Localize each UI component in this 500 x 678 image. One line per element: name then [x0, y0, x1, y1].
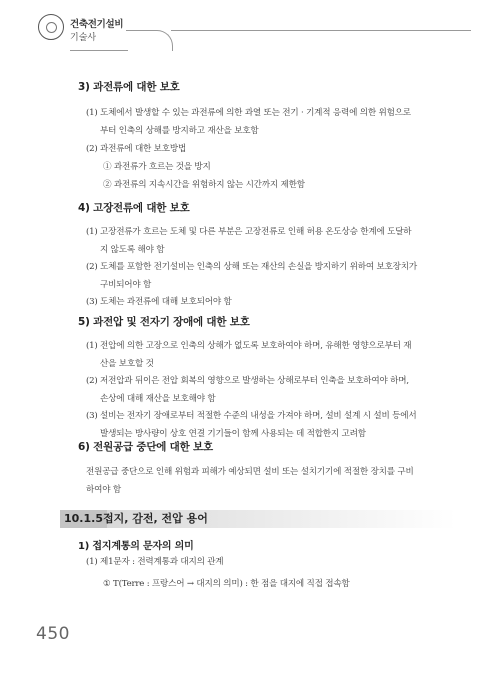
paragraph-line: 고장전류가 흐르는 도체 및 다른 부분은 고장전류로 인해 허용 온도상승 한계에 도달하 [100, 227, 412, 237]
paragraph-line: 지 않도록 해야 함 [100, 245, 165, 255]
paragraph-line: 구비되어야 함 [100, 280, 152, 290]
paragraph-5-1 [86, 337, 446, 373]
subsection-heading-grounding-letters: 1) 접지계통의 문자의 의미 [78, 541, 194, 552]
item-marker: (1) [86, 557, 98, 567]
paragraph-line: 설비는 전자기 장애로부터 적절한 수준의 내성을 가져야 하며, 설비 설계 시 설비 등에서 [100, 411, 417, 421]
paragraph-line: 전원공급 중단으로 인해 위험과 피해가 예상되면 설비 또는 설치기기에 적절한 장치를 구비 [86, 467, 414, 477]
section-heading-overvoltage-emi: 5) 과전압 및 전자기 장애에 대한 보호 [78, 316, 250, 328]
paragraph-line: 부터 인축의 상해를 방지하고 재산을 보호함 [100, 126, 259, 136]
book-logo-icon [38, 14, 64, 40]
section-number: 10.1.5 [60, 510, 107, 528]
item-marker: (1) [86, 227, 98, 237]
paragraph-3-1 [86, 104, 446, 140]
paragraph-line: 과전류에 대한 보호방법 [100, 144, 187, 154]
circle-item-terre: ① T(Terre : 프랑스어 → 대지의 의미) : 한 점을 대지에 직접 접속함 [103, 579, 350, 589]
paragraph-line: 도체는 과전류에 대해 보호되어야 함 [100, 297, 232, 307]
paragraph-4-2 [86, 258, 446, 294]
section-title: 접지, 감전, 전압 용어 [103, 512, 208, 525]
item-marker: (3) [86, 297, 98, 307]
paragraph-3-2 [86, 140, 446, 158]
paragraph-line: 손상에 대해 재산을 보호해야 함 [100, 394, 216, 404]
circle-item-3-2-1: ① 과전류가 흐르는 것을 방지 [103, 162, 211, 172]
section-heading-fault-current: 4) 고장전류에 대한 보호 [78, 202, 190, 214]
paragraph-6 [86, 463, 446, 499]
book-title: 건축전기설비 [70, 19, 124, 30]
paragraph-line: 저전압과 뒤이은 전압 회복의 영향으로 발생하는 상해로부터 인축을 보호하여야 하며, [100, 376, 409, 386]
item-marker: (1) [86, 108, 98, 118]
header-rule-right [171, 30, 471, 31]
paragraph-line: 제1문자 : 전력계통과 대지의 관계 [100, 557, 224, 567]
paragraph-first-letter [86, 553, 446, 571]
paragraph-4-1 [86, 223, 446, 259]
paragraph-line: 전압에 의한 고장으로 인축의 상해가 없도록 보호하여야 하며, 유해한 영향으로부터 재 [100, 341, 412, 351]
section-heading-overcurrent: 3) 과전류에 대한 보호 [78, 81, 180, 93]
page-number: 450 [36, 624, 70, 644]
paragraph-line: 도체를 포함한 전기설비는 인축의 상해 또는 재산의 손실을 방지하기 위하여 보호장치가 [100, 262, 417, 272]
paragraph-5-2 [86, 372, 446, 408]
section-heading-power-interruption: 6) 전원공급 중단에 대한 보호 [78, 441, 213, 453]
item-marker: (1) [86, 341, 98, 351]
item-marker: (2) [86, 376, 98, 386]
page-header [38, 14, 478, 54]
item-marker: (2) [86, 262, 98, 272]
paragraph-line: 도체에서 발생할 수 있는 과전류에 의한 과열 또는 전기 · 기계적 응력에 의한 위험으로 [100, 108, 411, 118]
header-rule-left [70, 50, 128, 51]
paragraph-4-3 [86, 293, 446, 311]
paragraph-5-3 [86, 407, 446, 443]
paragraph-line: 발생되는 방사량이 상호 연결 기기들이 함께 사용되는 데 적합한지 고려함 [100, 429, 366, 439]
item-marker: (2) [86, 144, 98, 154]
paragraph-line: 산을 보호할 것 [100, 359, 154, 369]
book-subtitle: 기술사 [70, 33, 97, 43]
item-marker: (3) [86, 411, 98, 421]
header-rule-arc [126, 30, 173, 51]
circle-item-3-2-2: ② 과전류의 지속시간을 위험하지 않는 시간까지 제한함 [103, 180, 305, 190]
paragraph-line: 하여야 함 [86, 485, 121, 495]
